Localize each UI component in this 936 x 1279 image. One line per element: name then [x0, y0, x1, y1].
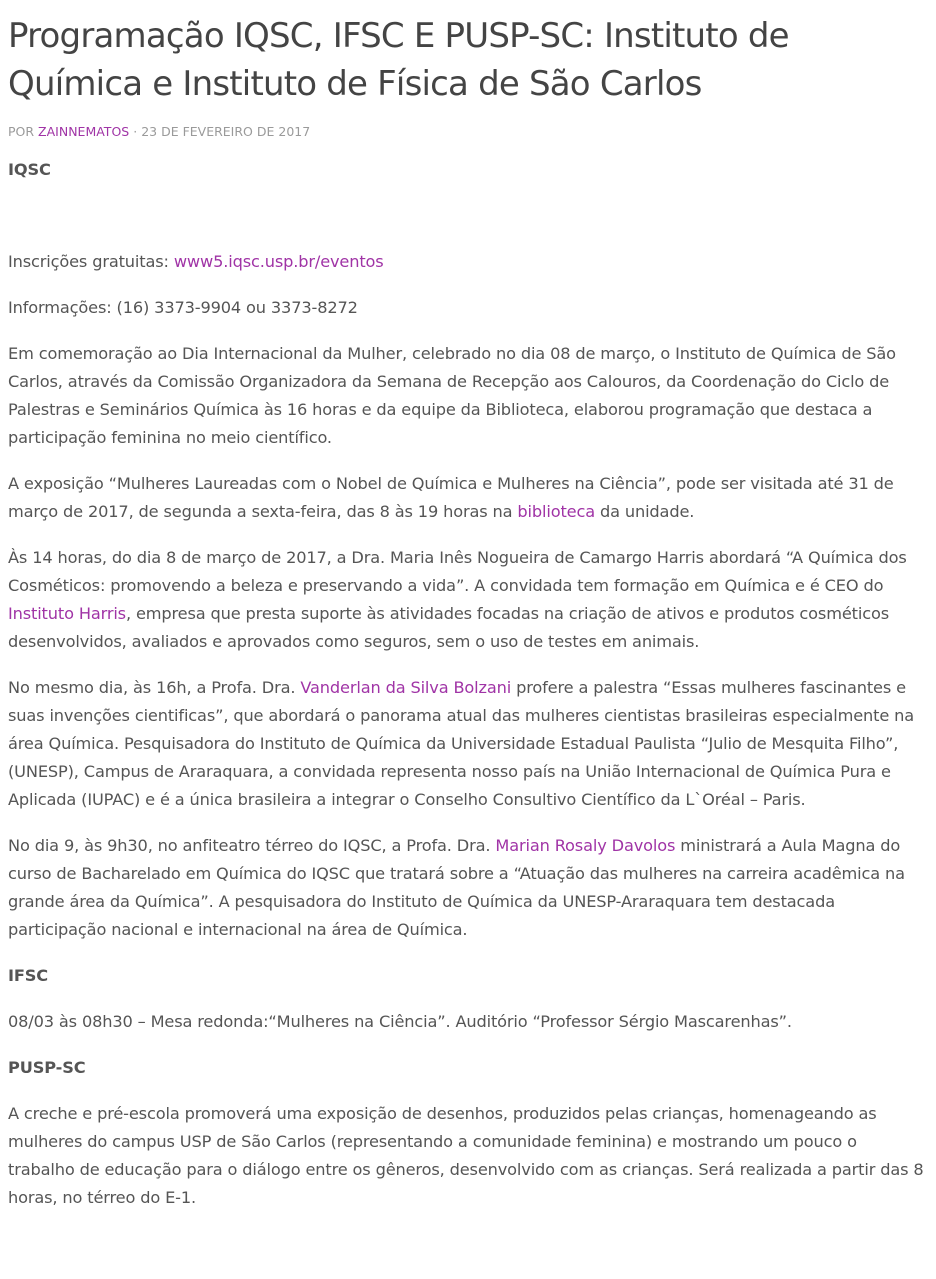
paragraph-bolzani: [8, 674, 926, 814]
paragraph-text: No mesmo dia, às 16h, a Profa. Dra.: [8, 678, 301, 697]
paragraph-commemoration: Em comemoração ao Dia Internacional da Mulher, celebrado no dia 08 de março, o Instituto de Química de São Carlos, através da Comissão Organizadora da Semana de Recepção aos Calouros, da Coordenação do Ciclo de Palestras e Seminários Química às 16 horas e da equipe da Biblioteca, elaborou programação que destaca a participação feminina no meio científico.: [8, 344, 896, 447]
marian-davolos-link[interactable]: Marian Rosaly Davolos: [495, 836, 676, 855]
meta-separator: ·: [133, 124, 138, 139]
paragraph-exhibition: [8, 470, 926, 526]
library-link[interactable]: biblioteca: [517, 502, 595, 521]
post-date: 23 DE FEVEREIRO DE 2017: [141, 124, 311, 139]
registration-line: [8, 248, 926, 276]
paragraph-pusp: A creche e pré-escola promoverá uma exposição de desenhos, produzidos pelas crianças, homenageando as mulheres do campus USP de São Carlos (representando a comunidade feminina) e mostrando um pouco o trabalho de educação para o diálogo entre os gêneros, desenvolvido com as crianças. Será realizada a partir das 8 horas, no térreo do E-1.: [8, 1104, 924, 1207]
post-content: [8, 156, 926, 1212]
post-title: Programação IQSC, IFSC E PUSP-SC: Instituto de Química e Instituto de Física de São Carlos: [8, 16, 789, 104]
paragraph-text: Às 14 horas, do dia 8 de março de 2017, a Dra. Maria Inês Nogueira de Camargo Harris abordará “A Química dos Cosméticos: promovendo a beleza e preservando a vida”. A convidada tem formação em Química e é CEO do: [8, 548, 907, 595]
paragraph-ifsc: 08/03 às 08h30 – Mesa redonda:“Mulheres na Ciência”. Auditório “Professor Sérgio Mascarenhas”.: [8, 1012, 792, 1031]
paragraph-text: No dia 9, às 9h30, no anfiteatro térreo do IQSC, a Profa. Dra.: [8, 836, 496, 855]
post-meta: [8, 124, 926, 140]
paragraph-text: , empresa que presta suporte às atividades focadas na criação de ativos e produtos cosméticos desenvolvidos, avaliados e aprovados como seguros, sem o uso de testes em animais.: [8, 604, 889, 651]
paragraph-text: ministrará a Aula Magna do curso de Bacharelado em Química do IQSC que tratará sobre a “Atuação das mulheres na carreira acadêmica na grande área da Química”. A pesquisadora do Instituto de Química da UNESP-Araraquara tem destacada participação nacional e internacional na área de Química.: [8, 836, 905, 939]
paragraph-text: da unidade.: [594, 502, 695, 521]
section-heading-ifsc: IFSC: [8, 966, 49, 985]
paragraph-harris: [8, 544, 926, 656]
content-spacer: [8, 202, 926, 248]
registration-link[interactable]: www5.iqsc.usp.br/eventos: [173, 252, 384, 271]
section-heading-iqsc: IQSC: [8, 160, 51, 179]
paragraph-davolos: [8, 832, 926, 944]
by-label: POR: [8, 124, 35, 139]
author-link[interactable]: ZAINNEMATOS: [38, 124, 130, 139]
paragraph-text: profere a palestra “Essas mulheres fascinantes e suas invenções cientificas”, que abordará o panorama atual das mulheres cientistas brasileiras especialmente na área Química. Pesquisadora do Instituto de Química da Universidade Estadual Paulista “Julio de Mesquita Filho”, (UNESP), Campus de Araraquara, a convidada representa nosso país na União Internacional de Química Pura e Aplicada (IUPAC) e é a única brasileira a integrar o Conselho Consultivo Científico da L`Oréal – Paris.: [8, 678, 914, 809]
registration-label: Inscrições gratuitas:: [8, 252, 174, 271]
info-line: Informações: (16) 3373-9904 ou 3373-8272: [8, 298, 358, 317]
vanderlan-bolzani-link[interactable]: Vanderlan da Silva Bolzani: [300, 678, 512, 697]
instituto-harris-link[interactable]: Instituto Harris: [8, 604, 126, 623]
section-heading-pusp: PUSP-SC: [8, 1058, 86, 1077]
paragraph-text: A exposição “Mulheres Laureadas com o Nobel de Química e Mulheres na Ciência”, pode ser visitada até 31 de março de 2017, de segunda a sexta-feira, das 8 às 19 horas na: [8, 474, 894, 521]
